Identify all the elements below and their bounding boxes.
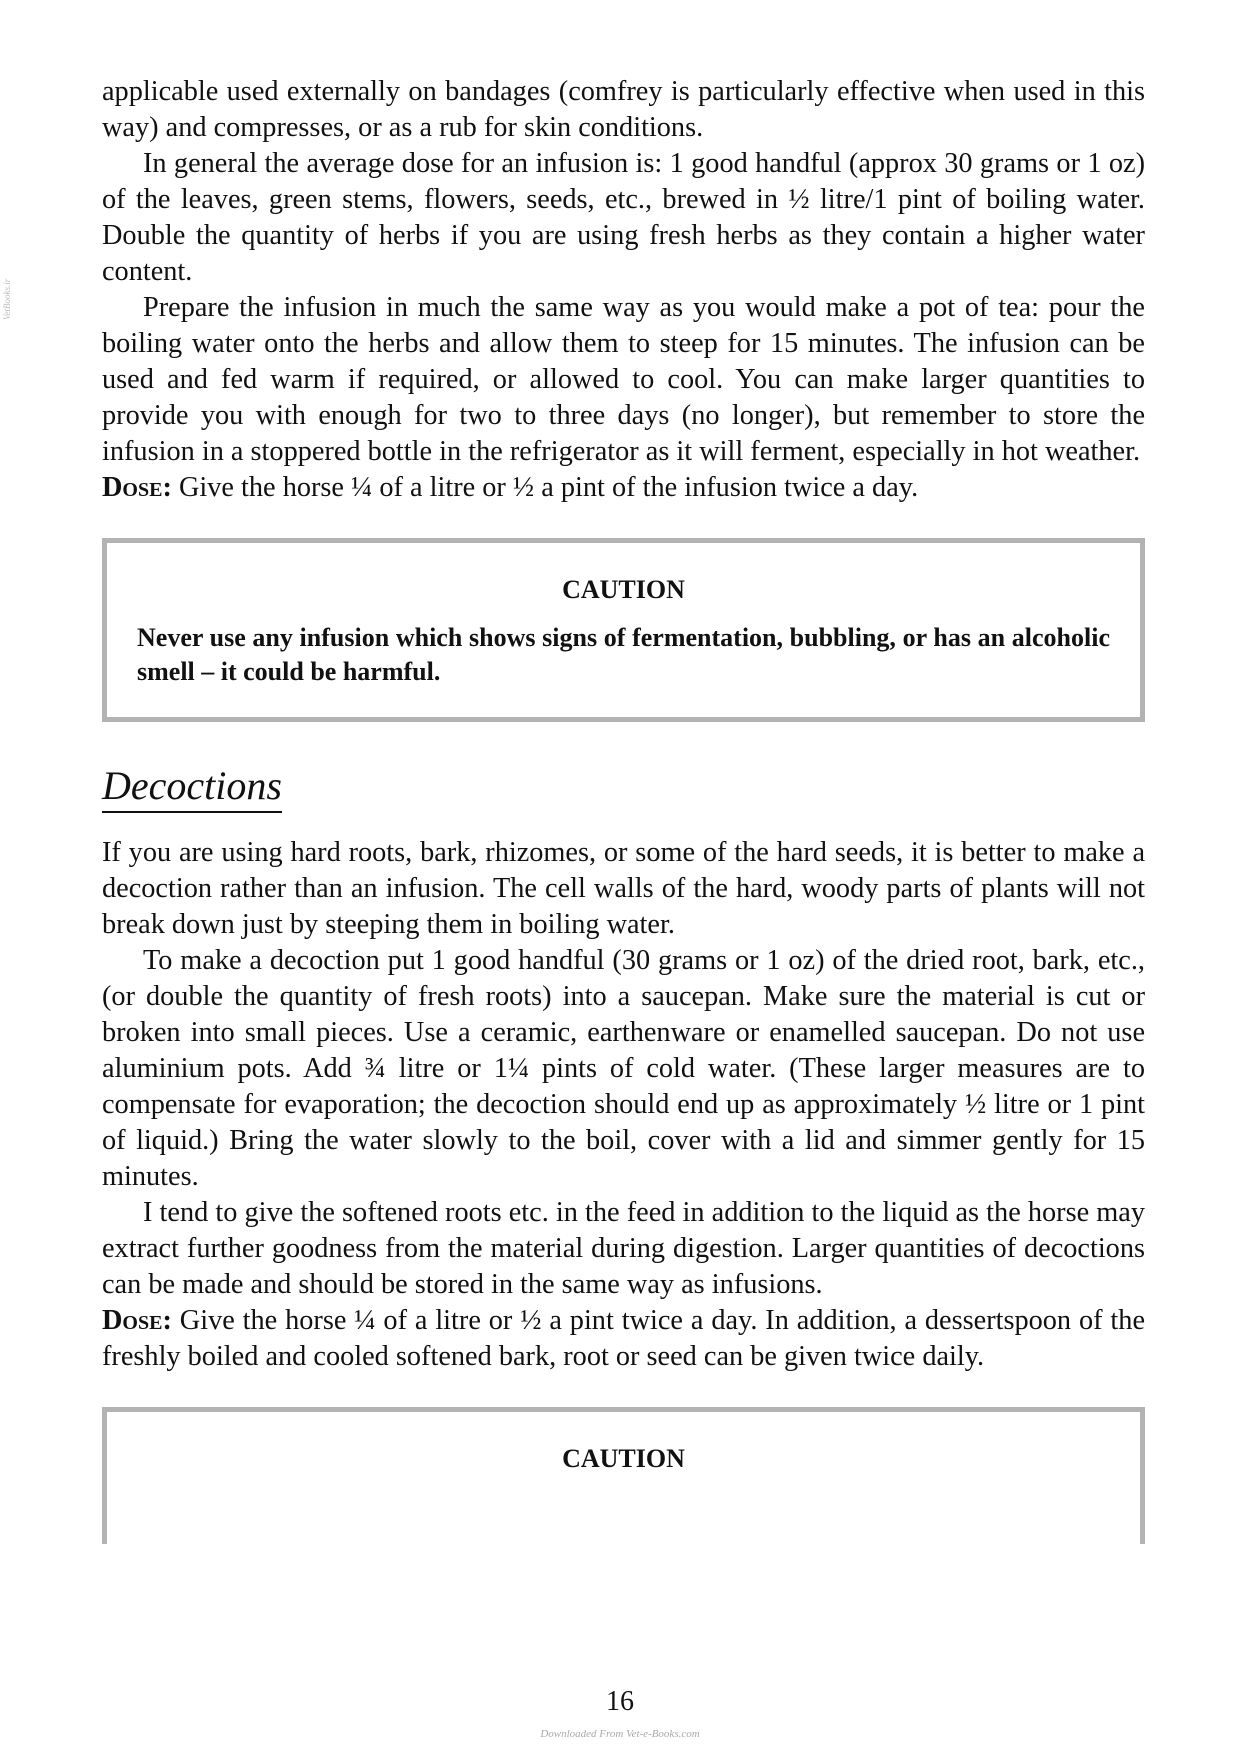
paragraph: If you are using hard roots, bark, rhizomes, or some of the hard seeds, it is better to make a decoction rather than an infusion. The cell walls of the hard, woody parts of plants will not break down just by steeping them in boiling water. [102,837,1145,940]
page-number: 16 [606,1686,634,1717]
page-content [102,74,1145,1544]
caution-box [102,538,1145,722]
paragraph: applicable used externally on bandages (comfrey is particularly effective when used in this way) and compresses, or as a rub for skin conditions. [102,76,1145,143]
caution-text: Never use any infusion which shows signs of fermentation, bubbling, or has an alcoholic smell – it could be harmful. [137,623,1110,686]
paragraph: Prepare the infusion in much the same way as you would make a pot of tea: pour the boiling water onto the herbs and allow them to steep for 15 minutes. The infusion can be used and fed warm if required, or allowed to cool. You can make larger quantities to provide you with enough for two to three days (no longer), but remember to store the infusion in a stoppered bottle in the refrigerator as it will ferment, especially in hot weather. [102,292,1145,467]
dose-text: Give the horse ¼ of a litre or ½ a pint of the infusion twice a day. [171,472,919,503]
paragraph: I tend to give the softened roots etc. in the feed in addition to the liquid as the horse may extract further goodness from the material during digestion. Larger quantities of decoctions can be made and should be stored in the same way as infusions. [102,1197,1145,1300]
section-heading: Decoctions [102,762,282,813]
dose-text: Give the horse ¼ of a litre or ½ a pint twice a day. In addition, a dessertspoon of the freshly boiled and cooled softened bark, root or seed can be given twice daily. [102,1305,1145,1372]
dose-label: Dose: [102,1305,172,1336]
side-watermark: VetBooks.ir [2,278,12,320]
caution-box [102,1407,1145,1544]
paragraph: To make a decoction put 1 good handful (30 grams or 1 oz) of the dried root, bark, etc., (or double the quantity of fresh roots) into a saucepan. Make sure the material is cut or broken into small pieces. Use a ceramic, earthenware or enamelled saucepan. Do not use aluminium pots. Add ¾ litre or 1¼ pints of cold water. (These larger measures are to compensate for evaporation; the decoction should end up as approximately ½ litre or 1 pint of liquid.) Bring the water slowly to the boil, cover with a lid and simmer gently for 15 minutes. [102,945,1145,1192]
caution-title: CAUTION [562,575,685,604]
paragraph: In general the average dose for an infusion is: 1 good handful (approx 30 grams or 1 oz) of the leaves, green stems, flowers, seeds, etc., brewed in ½ litre/1 pint of boiling water. Double the quantity of herbs if you are using fresh herbs as they contain a higher water content. [102,148,1145,287]
footer-watermark: Downloaded From Vet-e-Books.com [540,1728,700,1740]
caution-title: CAUTION [562,1444,685,1473]
dose-paragraph [102,1303,1145,1375]
dose-label: Dose: [102,472,172,503]
dose-paragraph [102,470,1145,506]
